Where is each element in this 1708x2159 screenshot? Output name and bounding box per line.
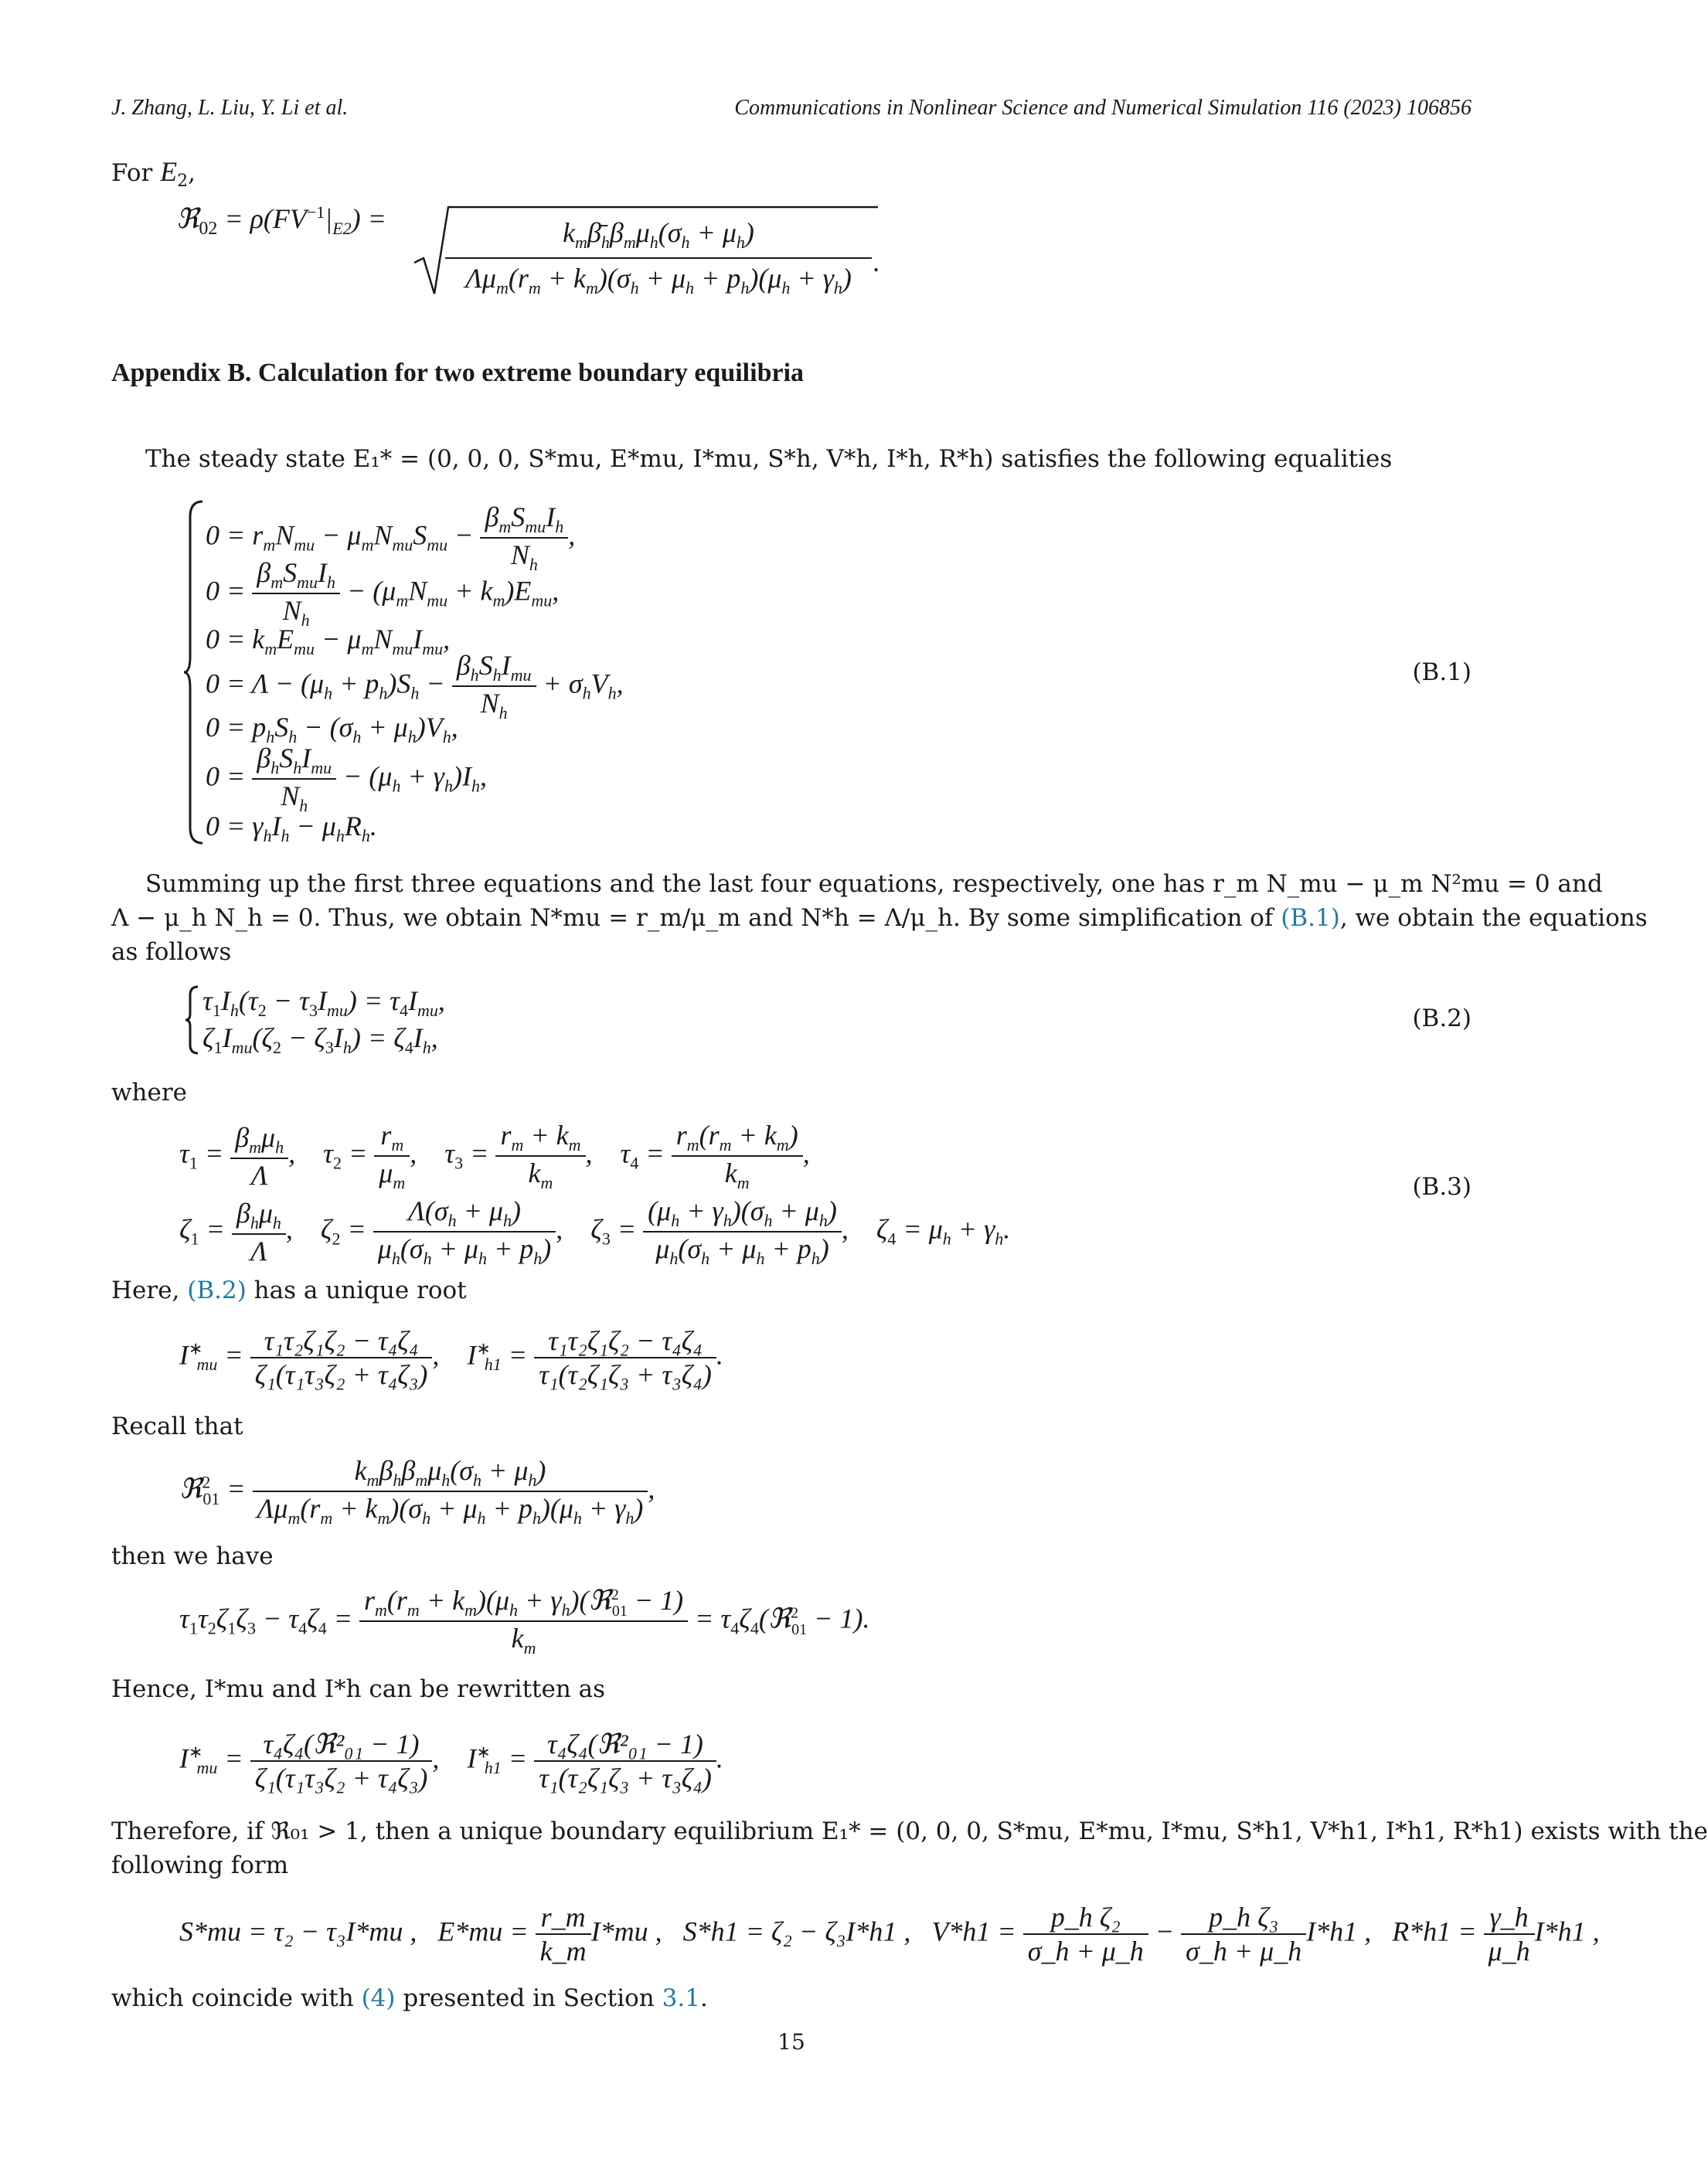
rewritten-equation: $I^∗_{mu}$ = $\frac{\text{τ₄ζ₄(ℜ²₀₁ − 1)}}{\text{ζ₁(τ₁τ₃ζ₂ + τ₄ζ₃)}}$ , $I^∗_{h1}$ = $\frac{\text{τ₄ζ₄(ℜ²₀₁ − 1)}}{\text{τ₁(τ₂ζ₁ζ₃ + τ₃ζ₄)}}$ . xyxy=(179,1729,723,1794)
b1-line-1: $0 = r_mN_{mu} - \mu_mN_{mu}S_{mu}$ − $\frac{\beta_mS_{mu}I_h}{N_h}$ , xyxy=(206,502,576,575)
equation-number-b3: (B.3) xyxy=(1412,1173,1472,1201)
therefore-line-1: Therefore, if ℜ₀₁ > 1, then a unique boundary equilibrium E₁* = (0, 0, 0, S*mu, E*mu, I*mu, S*h1, V*h1, I*h1, R*h1) exists with the xyxy=(111,1817,1708,1845)
coincide-sentence: which coincide with (4) presented in Section 3.1. xyxy=(111,1984,708,2012)
b1-line-4: $0 = \Lambda - (\mu_h + p_h)S_h$ − $\frac{\beta_hS_hI_{mu}}{N_h}$ + $\sigma_hV_h$, xyxy=(206,650,624,723)
r01-squared-equation: ℜ$^2_{01}$ = $\frac{k_m\beta_h\beta_m\mu_h(\sigma_h + \mu_h)}{\Lambda\mu_m(r_m + k_m)(\sigma_h + \mu_h + p_h)(\mu_h + \gamma_h)}$ , xyxy=(179,1455,655,1528)
tau-zeta-equation: $\tau_1\tau_2\zeta_1\zeta_3 - \tau_4\zeta_4$ = $\frac{r_m(r_m + k_m)(\mu_h + \gamma_h)(ℜ^2_{01} - 1)}{k_m}$ = $\tau_4\zeta_4(ℜ^2_{01} - 1)$. xyxy=(179,1585,870,1658)
where-label: where xyxy=(111,1079,188,1107)
recall-label: Recall that xyxy=(111,1413,243,1440)
left-brace-b2 xyxy=(184,984,201,1056)
link-eq-4[interactable]: (4) xyxy=(361,1984,396,2012)
summing-line-1: Summing up the first three equations and the last four equations, respectively, one has r_m N_mu − μ_m N²mu = 0 and xyxy=(145,870,1603,898)
equation-number-b2: (B.2) xyxy=(1412,1005,1472,1032)
b1-line-2: 0 = $\frac{\beta_mS_{mu}I_h}{N_h}$ − $(\mu_mN_{mu} + k_m)E_{mu}$, xyxy=(206,557,560,631)
link-b2[interactable]: (B.2) xyxy=(187,1277,247,1304)
r02-numerator: $k_m\betā_h\beta_m\mu_h(\sigma_h + \mu_h)$ xyxy=(445,216,872,259)
therefore-line-2: following form xyxy=(111,1851,289,1879)
hence-sentence: Hence, I*mu and I*h can be rewritten as xyxy=(111,1675,606,1703)
b2-line-1: $\tau_1I_h(\tau_2 - \tau_3I_{mu}) = \tau_4I_{mu}$, xyxy=(202,985,445,1021)
unique-root-sentence: Here, (B.2) has a unique root xyxy=(111,1277,467,1304)
summing-line-3: as follows xyxy=(111,938,232,966)
page-number: 15 xyxy=(777,2029,805,2055)
b1-line-6: 0 = $\frac{\beta_hS_hI_{mu}}{N_h}$ − $(\mu_h + \gamma_h)I_h$, xyxy=(206,743,487,816)
final-form-equation: S*mu = τ₂ − τ₃I*mu , E*mu = $\frac{r\_m}{k\_m}$ I*mu , S*h1 = ζ₂ − ζ₃I*h1 , V*h1 = $\frac{\text{p\_h ζ₂}}{\sigma\_h + \mu\_h}$ − $\frac{\text{p\_h ζ₃}}{\sigma\_h + \mu\_h}$ I*h1 , R*h1 = $\frac{\gamma\_h}{\mu\_h}$ I*h1 , xyxy=(179,1902,1600,1967)
b3-zeta-row: $\zeta_1$ = $\frac{\beta_h\mu_h}{\Lambda}$ , $\zeta_2$ = $\frac{\Lambda(\sigma_h + \mu_h)}{\mu_h(\sigma_h + \mu_h + p_h)}$ , $\zeta_3$ = $\frac{(\mu_h + \gamma_h)(\sigma_h + \mu_h)}{\mu_h(\sigma_h + \mu_h + p_h)}$ , $\zeta_4 = \mu_h + \gamma_h$. xyxy=(179,1195,1011,1269)
r02-fraction xyxy=(445,216,872,298)
b1-line-7: $0 = \gamma_hI_h - \mu_hR_h$. xyxy=(206,811,377,846)
b1-line-5: $0 = p_hS_h - (\sigma_h + \mu_h)V_h$, xyxy=(206,712,458,747)
left-brace-b1 xyxy=(182,498,206,846)
running-header-journal: Communications in Nonlinear Science and Numerical Simulation 116 (2023) 106856 xyxy=(734,96,1472,120)
equation-r02: ℜ$_{02}$ = $\rho(FV^{-1}|_{E2})$ = xyxy=(176,202,386,240)
link-b1[interactable]: (B.1) xyxy=(1281,904,1340,932)
b1-line-3: $0 = k_mE_{mu} - \mu_mN_{mu}I_{mu}$, xyxy=(206,624,451,659)
appendix-title: Appendix B. Calculation for two extreme boundary equilibria xyxy=(111,359,805,387)
link-section-3-1[interactable]: 3.1 xyxy=(662,1984,700,2012)
unique-root-equation: $I^∗_{mu}$ = $\frac{\text{τ₁τ₂ζ₁ζ₂ − τ₄ζ₄}}{\text{ζ₁(τ₁τ₃ζ₂ + τ₄ζ₃)}}$ , $I^∗_{h1}$ = $\frac{\text{τ₁τ₂ζ₁ζ₂ − τ₄ζ₄}}{\text{τ₁(τ₂ζ₁ζ₃ + τ₃ζ₄)}}$ . xyxy=(179,1325,723,1390)
for-e2-label: For $E_2$, xyxy=(111,156,196,192)
steady-state-intro: The steady state E₁* = (0, 0, 0, S*mu, E*mu, I*mu, S*h, V*h, I*h, R*h) satisfies the following equalities xyxy=(145,445,1393,473)
b2-line-2: $\zeta_1I_{mu}(\zeta_2 - \zeta_3I_h) = \zeta_4I_h$, xyxy=(202,1022,438,1058)
summing-line-2: Λ − μ_h N_h = 0. Thus, we obtain N*mu = r_m/μ_m and N*h = Λ/μ_h. By some simplification of (B.1), we obtain the equations xyxy=(111,904,1648,932)
b3-tau-row: $\tau_1$ = $\frac{\beta_m\mu_h}{\Lambda}$ , $\tau_2$ = $\frac{r_m}{\mu_m}$ , $\tau_3$ = $\frac{r_m + k_m}{k_m}$ , $\tau_4$ = $\frac{r_m(r_m + k_m)}{k_m}$ , xyxy=(179,1120,810,1193)
equation-number-b1: (B.1) xyxy=(1412,658,1472,686)
then-label: then we have xyxy=(111,1542,274,1570)
r02-denominator: $\Lambda\mu_m(r_m + k_m)(\sigma_h + \mu_h + p_h)(\mu_h + \gamma_h)$ xyxy=(465,263,852,298)
running-header-authors: J. Zhang, L. Liu, Y. Li et al. xyxy=(111,96,349,120)
